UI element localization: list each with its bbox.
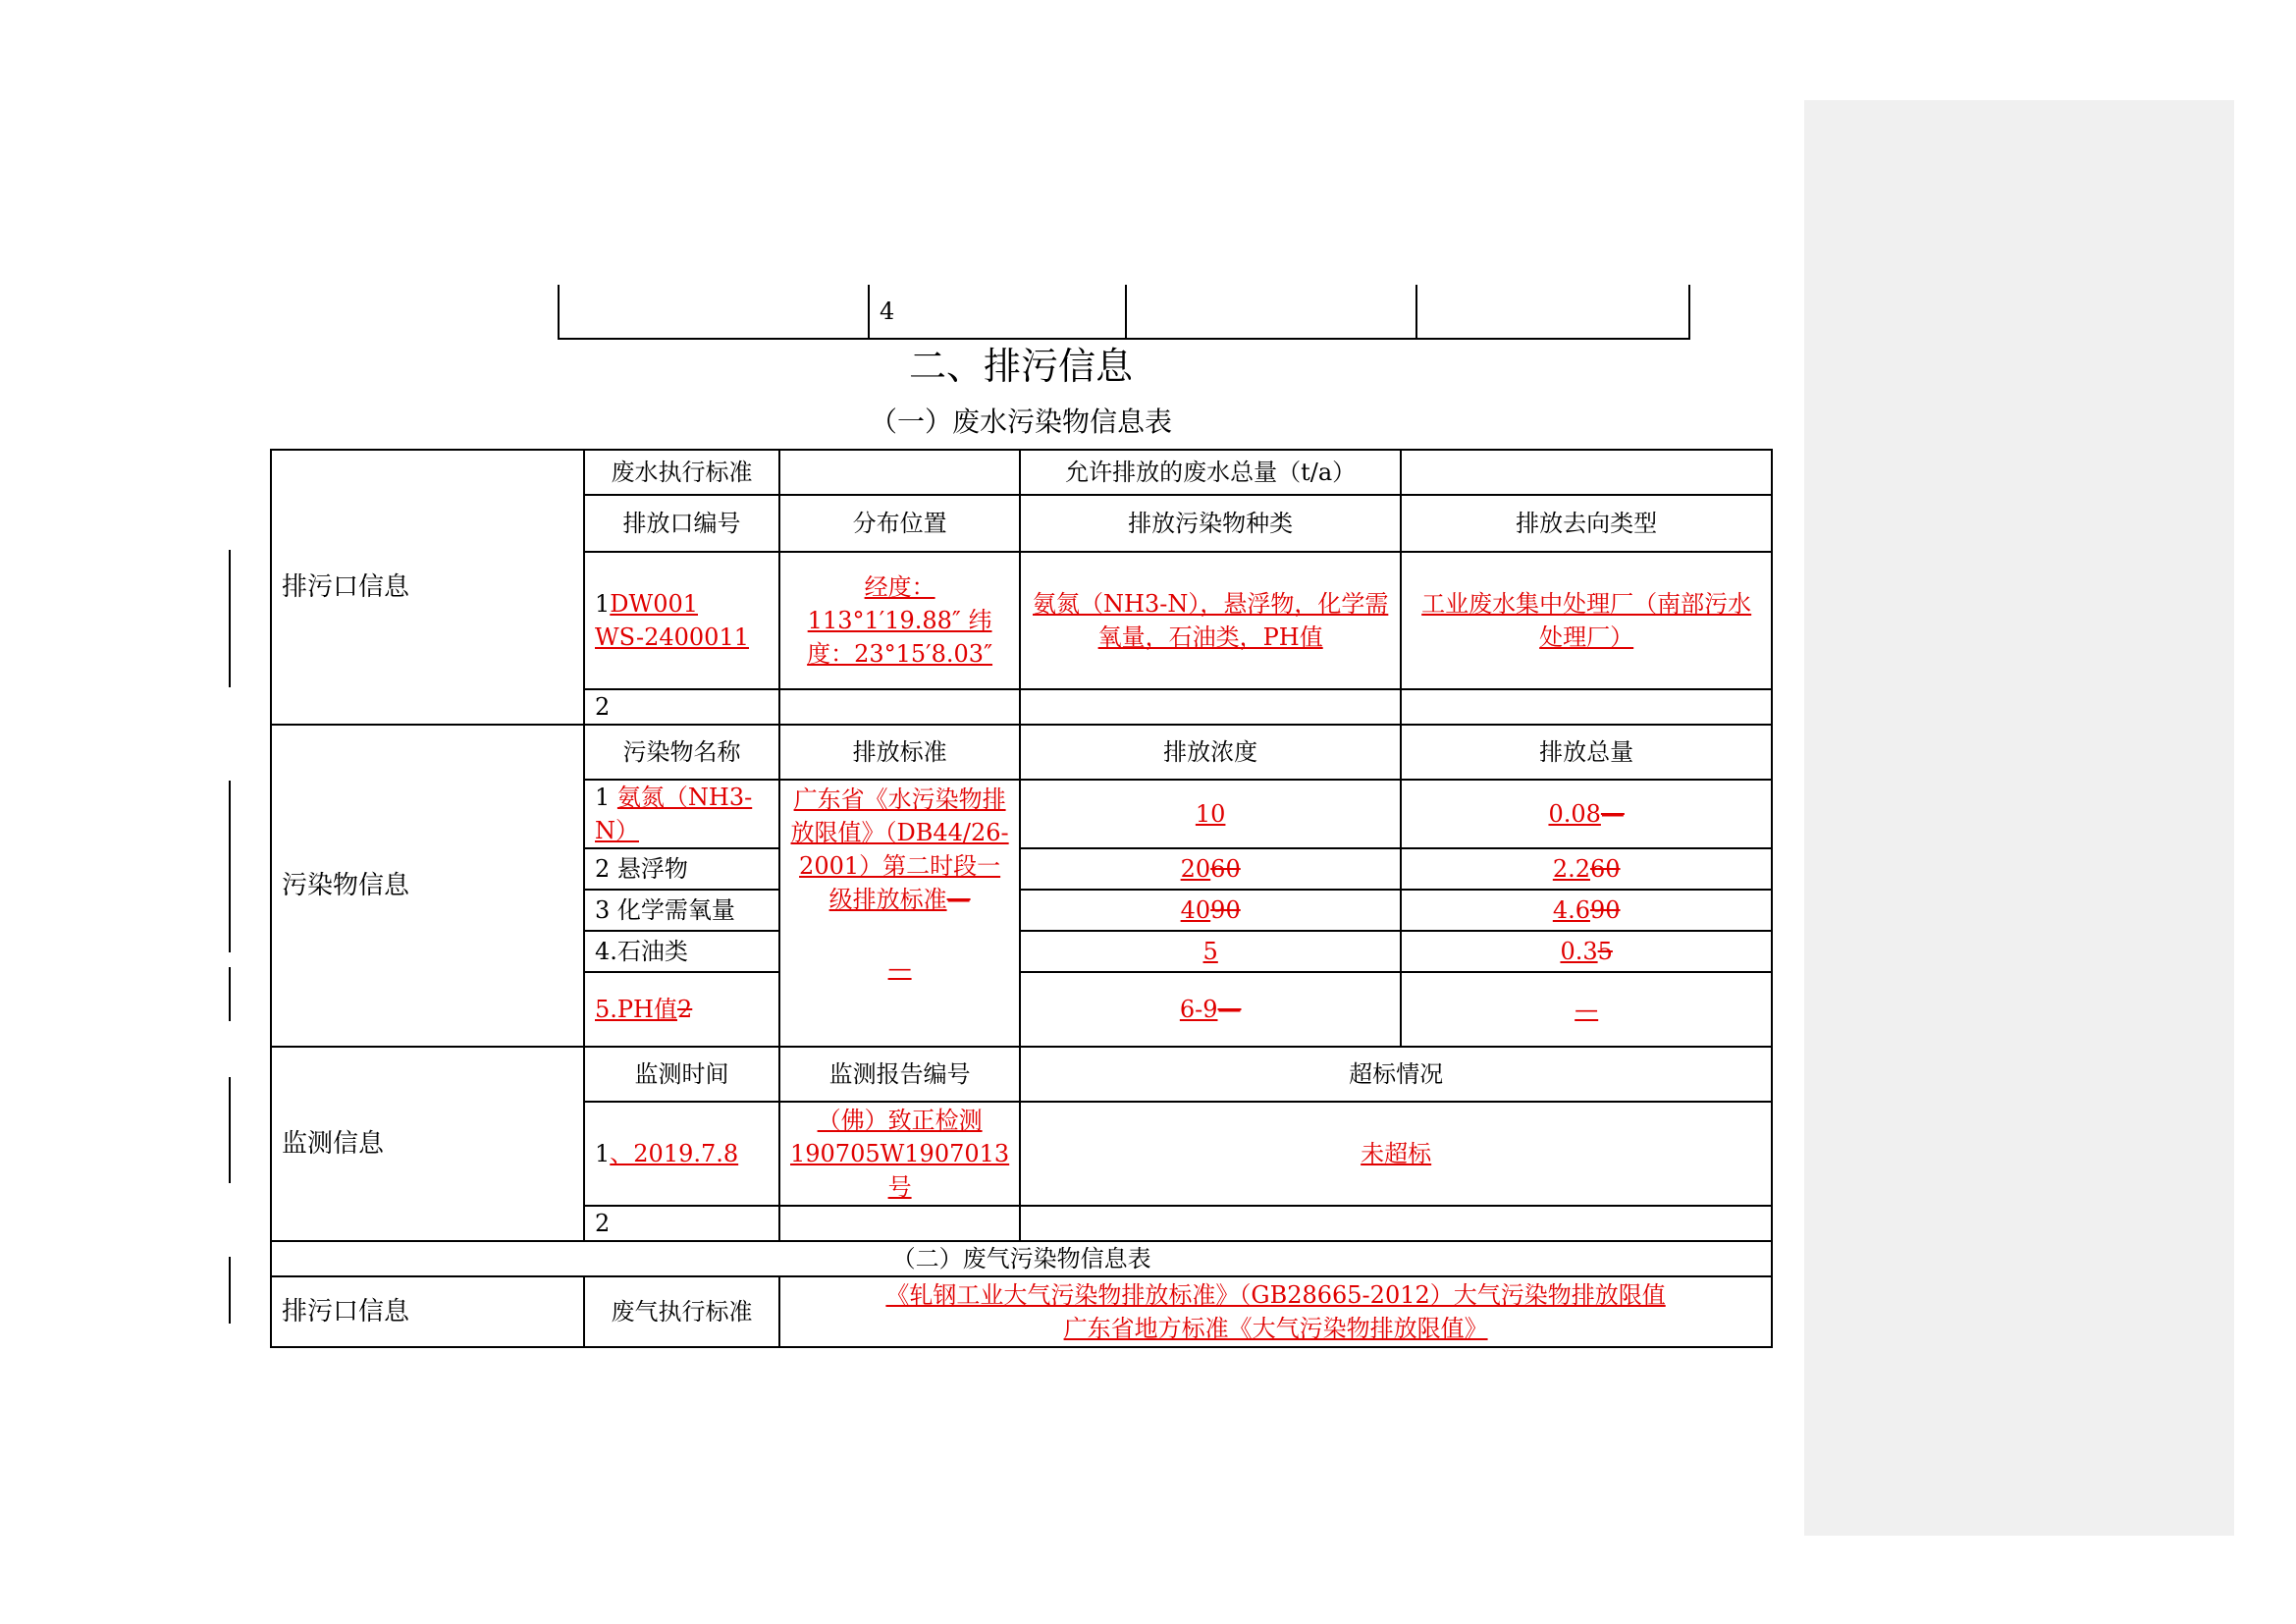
- column-header: 超标情况: [1020, 1047, 1772, 1102]
- total-cell: [1401, 931, 1772, 972]
- concentration-cell: [1020, 972, 1401, 1047]
- column-header: 排放标准: [779, 725, 1020, 780]
- report-number: （佛）致正检测190705W1907013号: [790, 1107, 1010, 1201]
- gas-standard-line1: 《轧钢工业大气污染物排放标准》（GB28665-2012）大气污染物排放限值: [885, 1281, 1666, 1309]
- concentration: 6-9: [1179, 996, 1218, 1023]
- column-header: 排放口编号: [584, 495, 779, 552]
- exceed-status: 未超标: [1361, 1140, 1432, 1167]
- total-cell: [1401, 848, 1772, 890]
- discharge-standard-text: 广东省《水污染物排放限值》（DB44/26-2001）第二时段一级排放标准: [790, 785, 1009, 913]
- exec-standard-value: [779, 450, 1020, 495]
- table-cell: [779, 689, 1020, 725]
- concentration-cell: [1020, 780, 1401, 848]
- pollutant-name-cell: [584, 780, 779, 848]
- column-header: 排放总量: [1401, 725, 1772, 780]
- comment-margin-panel: [1804, 100, 2234, 1536]
- outlet-code-cell: [584, 552, 779, 689]
- pollutant-name-cell: 4.石油类: [584, 931, 779, 972]
- column-header: 分布位置: [779, 495, 1020, 552]
- deleted-text: —: [1600, 800, 1625, 828]
- total-cell: [1401, 890, 1772, 931]
- deleted-text: 60: [1210, 855, 1241, 883]
- section-title: 二、排污信息: [908, 345, 1133, 388]
- total: 0.3: [1560, 938, 1598, 965]
- gas-standard-cell: [779, 1276, 1772, 1347]
- exec-standard-label: 废水执行标准: [584, 450, 779, 495]
- dash-mark: —: [887, 954, 912, 982]
- column-header: 监测时间: [584, 1047, 779, 1102]
- total: —: [1575, 996, 1599, 1023]
- row-index: 2: [584, 1206, 779, 1241]
- table-cell: [1020, 689, 1401, 725]
- column-header: 排放污染物种类: [1020, 495, 1401, 552]
- change-bar: [229, 967, 231, 1021]
- change-bar: [229, 550, 231, 687]
- location-text: 经度：113°1′19.88″ 纬度：23°15′8.03″: [807, 573, 993, 668]
- monitor-section-label: 监测信息: [271, 1047, 584, 1241]
- deleted-text: —: [946, 886, 971, 913]
- total-cell: [1401, 780, 1772, 848]
- pollution-info-table: [270, 449, 1773, 1348]
- column-header: 污染物名称: [584, 725, 779, 780]
- concentration: 5: [1202, 938, 1218, 965]
- pollutant-name-cell: [584, 972, 779, 1047]
- outlet-code: DW001: [610, 590, 698, 618]
- pollutant-name-cell: 2 悬浮物: [584, 848, 779, 890]
- concentration: 10: [1195, 800, 1226, 828]
- total-cell: [1401, 972, 1772, 1047]
- change-bar: [229, 1077, 231, 1183]
- gas-exec-standard-label: 废气执行标准: [584, 1276, 779, 1347]
- deleted-text: 5: [1597, 938, 1613, 965]
- permit-code: WS-2400011: [595, 623, 749, 651]
- outlet-section-label: 排污口信息: [271, 450, 584, 725]
- table-cell: [779, 1206, 1020, 1241]
- pollutant-name: 5.PH值: [595, 996, 677, 1023]
- destination-cell: [1401, 552, 1772, 689]
- deleted-text: 2: [676, 996, 693, 1023]
- concentration-cell: [1020, 848, 1401, 890]
- column-header: 排放去向类型: [1401, 495, 1772, 552]
- concentration: 40: [1180, 896, 1211, 924]
- wastewater-table-title: （一）废水污染物信息表: [869, 406, 1172, 438]
- concentration: 20: [1180, 855, 1211, 883]
- total: 4.6: [1552, 896, 1590, 924]
- concentration-cell: [1020, 890, 1401, 931]
- previous-table-fragment: [558, 285, 1690, 340]
- allowed-total-label: 允许排放的废水总量（t/a）: [1020, 450, 1401, 495]
- pollutant-types-text: 氨氮（NH3-N），悬浮物，化学需氧量，石油类，PH值: [1033, 590, 1389, 651]
- change-bar: [229, 1257, 231, 1324]
- concentration-cell: [1020, 931, 1401, 972]
- table-cell: [1416, 285, 1689, 339]
- deleted-text: —: [1217, 996, 1242, 1023]
- total: 0.08: [1548, 800, 1601, 828]
- monitor-time: 、2019.7.8: [610, 1140, 739, 1167]
- pollutant-section-label: 污染物信息: [271, 725, 584, 1047]
- change-bar: [229, 781, 231, 952]
- table-cell: [1126, 285, 1416, 339]
- gas-outlet-section-label: 排污口信息: [271, 1276, 584, 1347]
- total: 2.2: [1552, 855, 1590, 883]
- table-cell: [559, 285, 869, 339]
- deleted-text: 90: [1210, 896, 1241, 924]
- exceed-status-cell: [1020, 1102, 1772, 1206]
- row-index: 2: [584, 689, 779, 725]
- location-cell: [779, 552, 1020, 689]
- pollutant-name-cell: 3 化学需氧量: [584, 890, 779, 931]
- allowed-total-value: [1401, 450, 1772, 495]
- destination-text: 工业废水集中处理厂（南部污水处理厂）: [1421, 590, 1752, 651]
- pollutant-name: 氨氮（NH3-N）: [595, 784, 753, 844]
- table-cell: [1401, 689, 1772, 725]
- report-number-cell: [779, 1102, 1020, 1206]
- monitor-time-cell: [584, 1102, 779, 1206]
- column-header: 监测报告编号: [779, 1047, 1020, 1102]
- pollutant-types-cell: [1020, 552, 1401, 689]
- table-cell: 4: [869, 285, 1126, 339]
- pollutant-index: 1: [595, 784, 617, 811]
- gas-table-title: （二）废气污染物信息表: [271, 1241, 1772, 1276]
- table-cell: [1020, 1206, 1772, 1241]
- row-index: 1: [595, 590, 611, 618]
- discharge-standard-cell: [779, 780, 1020, 1047]
- gas-standard-line2: 广东省地方标准《大气污染物排放限值》: [1063, 1315, 1488, 1342]
- row-index: 1: [595, 1140, 611, 1167]
- deleted-text: 60: [1589, 855, 1621, 883]
- deleted-text: 90: [1589, 896, 1621, 924]
- column-header: 排放浓度: [1020, 725, 1401, 780]
